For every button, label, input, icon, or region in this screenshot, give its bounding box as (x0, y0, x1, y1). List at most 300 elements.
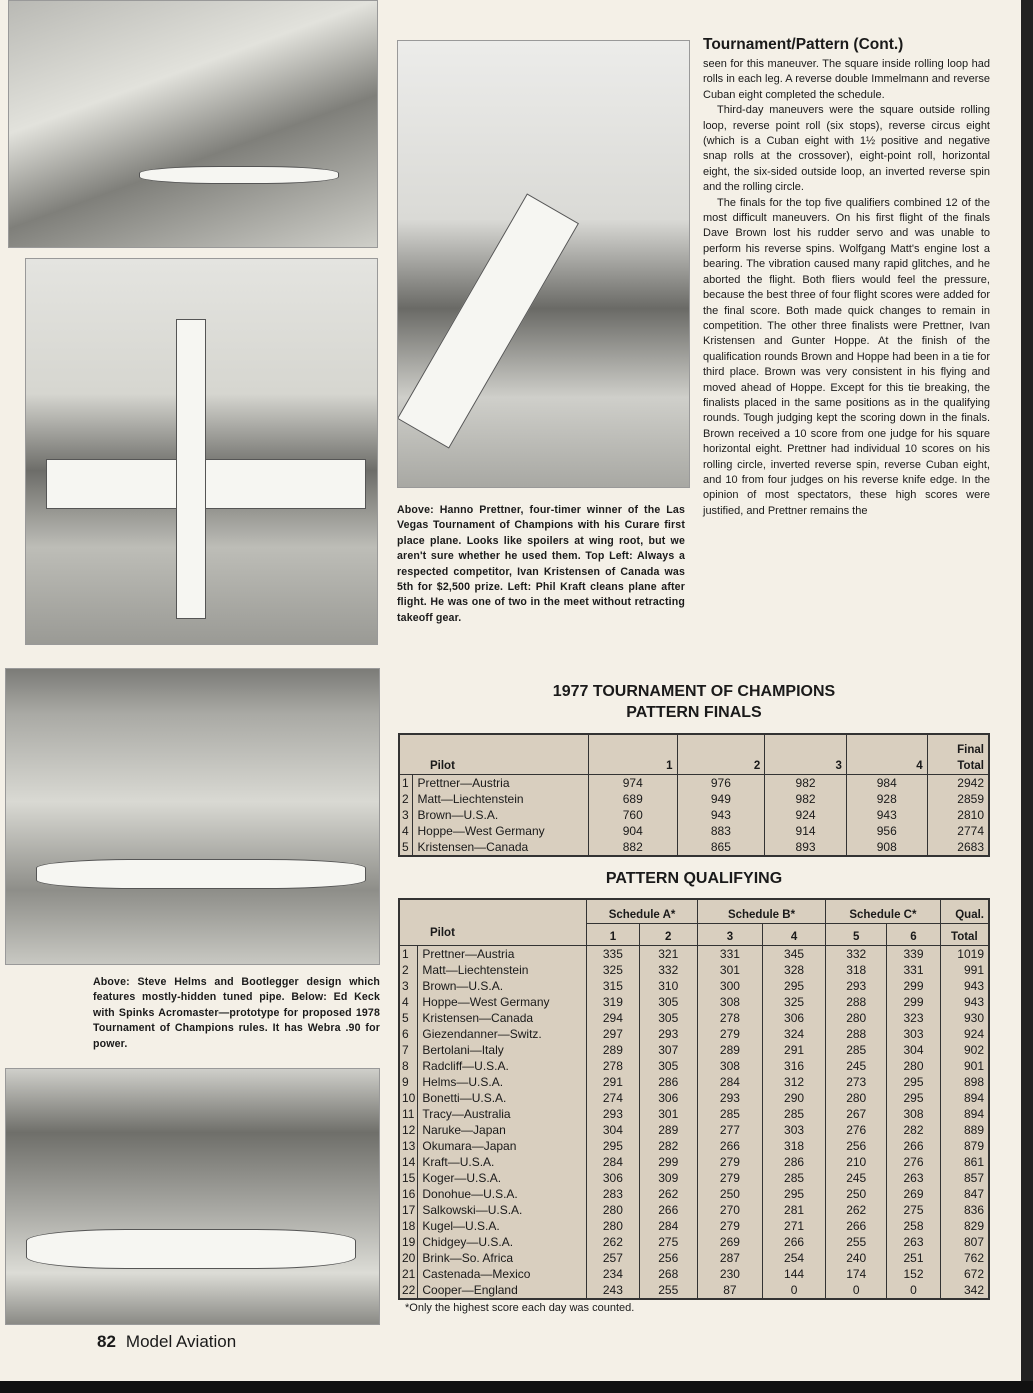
score-cell: 865 (677, 839, 765, 856)
score-cell: 243 (587, 1282, 639, 1299)
score-cell: 289 (587, 1042, 639, 1058)
table-row (399, 1250, 989, 1266)
total-cell: 829 (963, 1218, 984, 1233)
caption-helms-keck: Above: Steve Helms and Bootlegger design which features mostly-hidden tuned pipe. Below: Ed Keck with Spinks Acromaster—prototype for proposed 1978 Tournament of Champions rules. It has Webra .90 for power. (93, 976, 380, 1050)
score-cell: 308 (697, 994, 762, 1010)
score-cell: 256 (826, 1138, 887, 1154)
rank-cell: 18 (399, 1218, 418, 1234)
score-cell: 0 (887, 1282, 940, 1299)
score-cell: 331 (887, 962, 940, 978)
score-cell: 307 (639, 1042, 697, 1058)
total-cell: 894 (963, 1090, 984, 1105)
total-cell: 1019 (957, 946, 984, 961)
score-cell: 258 (887, 1218, 940, 1234)
qualifying-footnote: *Only the highest score each day was counted. (405, 1302, 635, 1314)
page-footer (97, 1332, 236, 1352)
total-cell: 2683 (957, 839, 984, 854)
score-cell: 250 (697, 1186, 762, 1202)
table-row (399, 1266, 989, 1282)
finals-subtitle: PATTERN FINALS (626, 704, 762, 721)
table-row (399, 1282, 989, 1299)
table-row (399, 1186, 989, 1202)
score-cell: 332 (826, 945, 887, 962)
score-cell: 251 (887, 1250, 940, 1266)
score-cell: 308 (887, 1106, 940, 1122)
table-row (399, 978, 989, 994)
rank-cell: 22 (399, 1282, 418, 1299)
score-cell: 318 (826, 962, 887, 978)
pilot-cell: Hoppe—West Germany (418, 994, 587, 1010)
score-cell: 312 (762, 1074, 825, 1090)
photo-keck-acromaster (5, 1068, 380, 1325)
rank-cell: 1 (399, 774, 413, 791)
pilot-cell: Salkowski—U.S.A. (418, 1202, 587, 1218)
score-cell: 280 (587, 1202, 639, 1218)
score-cell: 262 (639, 1186, 697, 1202)
score-cell: 309 (639, 1170, 697, 1186)
header-round-2: 2 (639, 923, 697, 945)
table-row (399, 1122, 989, 1138)
rank-cell: 1 (399, 945, 418, 962)
total-cell: 901 (963, 1058, 984, 1073)
score-cell: 331 (697, 945, 762, 962)
score-cell: 255 (639, 1282, 697, 1299)
score-cell: 286 (762, 1154, 825, 1170)
header-flight-3: 3 (765, 734, 847, 774)
header-round-3: 3 (697, 923, 762, 945)
score-cell: 290 (762, 1090, 825, 1106)
pilot-cell: Kugel—U.S.A. (418, 1218, 587, 1234)
pilot-cell: Kristensen—Canada (413, 839, 588, 856)
finals-table (398, 733, 990, 857)
rank-cell: 14 (399, 1154, 418, 1170)
header-schedule-c: Schedule C* (826, 899, 941, 923)
score-cell: 924 (765, 807, 847, 823)
table-row (399, 774, 989, 791)
score-cell: 287 (697, 1250, 762, 1266)
score-cell: 332 (639, 962, 697, 978)
score-cell: 284 (587, 1154, 639, 1170)
rank-cell: 5 (399, 1010, 418, 1026)
table-row (399, 1026, 989, 1042)
score-cell: 328 (762, 962, 825, 978)
total-cell: 898 (963, 1074, 984, 1089)
score-cell: 301 (697, 962, 762, 978)
score-cell: 275 (639, 1234, 697, 1250)
score-cell: 273 (826, 1074, 887, 1090)
total-cell: 2859 (957, 791, 984, 806)
score-cell: 956 (846, 823, 927, 839)
header-total: Total (957, 759, 984, 772)
score-cell: 266 (826, 1218, 887, 1234)
table-row (399, 1106, 989, 1122)
score-cell: 304 (887, 1042, 940, 1058)
score-cell: 339 (887, 945, 940, 962)
score-cell: 893 (765, 839, 847, 856)
score-cell: 257 (587, 1250, 639, 1266)
score-cell: 300 (697, 978, 762, 994)
rank-cell: 2 (399, 962, 418, 978)
total-cell: 924 (963, 1026, 984, 1041)
pilot-cell: Tracy—Australia (418, 1106, 587, 1122)
score-cell: 270 (697, 1202, 762, 1218)
score-cell: 240 (826, 1250, 887, 1266)
score-cell: 282 (887, 1122, 940, 1138)
score-cell: 278 (697, 1010, 762, 1026)
total-cell: 836 (963, 1202, 984, 1217)
header-total: Total (940, 923, 989, 945)
pilot-cell: Hoppe—West Germany (413, 823, 588, 839)
score-cell: 293 (587, 1106, 639, 1122)
rank-cell: 20 (399, 1250, 418, 1266)
score-cell: 285 (826, 1042, 887, 1058)
score-cell: 152 (887, 1266, 940, 1282)
header-final: Final (957, 743, 984, 756)
header-round-4: 4 (762, 923, 825, 945)
score-cell: 316 (762, 1058, 825, 1074)
score-cell: 234 (587, 1266, 639, 1282)
header-pilot: Pilot (399, 899, 587, 945)
score-cell: 285 (762, 1170, 825, 1186)
score-cell: 306 (587, 1170, 639, 1186)
score-cell: 293 (826, 978, 887, 994)
score-cell: 269 (697, 1234, 762, 1250)
pilot-cell: Bertolani—Italy (418, 1042, 587, 1058)
article-title: Tournament/Pattern (Cont.) (703, 36, 904, 53)
score-cell: 301 (639, 1106, 697, 1122)
rank-cell: 11 (399, 1106, 418, 1122)
total-cell: 2810 (957, 807, 984, 822)
score-cell: 323 (887, 1010, 940, 1026)
header-schedule-b: Schedule B* (697, 899, 825, 923)
pilot-cell: Castenada—Mexico (418, 1266, 587, 1282)
score-cell: 321 (639, 945, 697, 962)
total-cell: 861 (963, 1154, 984, 1169)
pilot-cell: Chidgey—U.S.A. (418, 1234, 587, 1250)
score-cell: 318 (762, 1138, 825, 1154)
rank-cell: 5 (399, 839, 413, 856)
score-cell: 289 (639, 1122, 697, 1138)
table-row (399, 1010, 989, 1026)
score-cell: 303 (762, 1122, 825, 1138)
score-cell: 266 (762, 1234, 825, 1250)
rank-cell: 8 (399, 1058, 418, 1074)
score-cell: 288 (826, 1026, 887, 1042)
score-cell: 254 (762, 1250, 825, 1266)
rank-cell: 4 (399, 994, 418, 1010)
score-cell: 976 (677, 774, 765, 791)
table-row (399, 1154, 989, 1170)
pilot-cell: Naruke—Japan (418, 1122, 587, 1138)
header-flight-2: 2 (677, 734, 765, 774)
total-cell: 847 (963, 1186, 984, 1201)
rank-cell: 21 (399, 1266, 418, 1282)
score-cell: 262 (587, 1234, 639, 1250)
magazine-name: Model Aviation (125, 1332, 237, 1351)
page-number: 82 (97, 1332, 116, 1351)
score-cell: 279 (697, 1026, 762, 1042)
scan-edge-bottom (0, 1381, 1033, 1393)
score-cell: 276 (887, 1154, 940, 1170)
article-paragraph: The finals for the top five qualifiers combined 12 of the most difficult maneuvers. On his first flight of the finals Dave Brown lost his rudder servo and was unable to perform his reverse spins. Wolfgang Matt's engine lost a bearing. The vibration caused many rapid glitches, and he aborted the flight. Both fliers would feel the pressure, because the best three of four flight scores were added for the final score. Both made quick changes to remain in competition. The other three finalists were Prettner, Ivan Kristensen and Gunter Hoppe. At the finish of the qualification rounds Brown and Hoppe had been in a tie for third place. Brown was very consistent in his flying and moved ahead of Hoppe. Except for this tie breaking, the finalists placed in the same positions as in the qualifying rounds. Tough judging kept the scoring down in the finals. Brown received a 10 score from one judge for his square horizontal eight. Prettner had individual 10 scores on his rolling circle, inverted reverse spin, reverse Cuban eight, and 10 from four judges on his reverse knife edge. In the opinion of most spectators, these high scores were justified, and Prettner remains the (703, 196, 990, 517)
photo-prettner-curare (397, 40, 690, 488)
total-cell: 672 (963, 1266, 984, 1281)
score-cell: 303 (887, 1026, 940, 1042)
rank-cell: 17 (399, 1202, 418, 1218)
pilot-cell: Matt—Liechtenstein (418, 962, 587, 978)
header-round-6: 6 (887, 923, 940, 945)
score-cell: 293 (639, 1026, 697, 1042)
score-cell: 276 (826, 1122, 887, 1138)
rank-cell: 4 (399, 823, 413, 839)
photo-kraft-cleaning-plane (25, 258, 378, 645)
header-round-1: 1 (587, 923, 639, 945)
rank-cell: 2 (399, 791, 413, 807)
score-cell: 267 (826, 1106, 887, 1122)
rank-cell: 3 (399, 807, 413, 823)
rank-cell: 9 (399, 1074, 418, 1090)
pilot-cell: Bonetti—U.S.A. (418, 1090, 587, 1106)
score-cell: 305 (639, 994, 697, 1010)
header-qual: Qual. (940, 899, 989, 923)
score-cell: 256 (639, 1250, 697, 1266)
rank-cell: 10 (399, 1090, 418, 1106)
rank-cell: 7 (399, 1042, 418, 1058)
article-paragraph: seen for this maneuver. The square inside rolling loop had rolls in each leg. A reverse double Immelmann and reverse Cuban eight completed the schedule. (703, 58, 990, 101)
score-cell: 299 (887, 978, 940, 994)
score-cell: 325 (587, 962, 639, 978)
score-cell: 250 (826, 1186, 887, 1202)
score-cell: 286 (639, 1074, 697, 1090)
table-row (399, 839, 989, 856)
rank-cell: 16 (399, 1186, 418, 1202)
table-row (399, 1138, 989, 1154)
score-cell: 306 (639, 1090, 697, 1106)
score-cell: 289 (697, 1042, 762, 1058)
score-cell: 0 (762, 1282, 825, 1299)
score-cell: 87 (697, 1282, 762, 1299)
score-cell: 291 (762, 1042, 825, 1058)
table-row (399, 823, 989, 839)
score-cell: 315 (587, 978, 639, 994)
score-cell: 943 (677, 807, 765, 823)
total-cell: 857 (963, 1170, 984, 1185)
score-cell: 174 (826, 1266, 887, 1282)
score-cell: 283 (587, 1186, 639, 1202)
pilot-cell: Kraft—U.S.A. (418, 1154, 587, 1170)
score-cell: 883 (677, 823, 765, 839)
table-row (399, 962, 989, 978)
total-cell: 879 (963, 1138, 984, 1153)
score-cell: 689 (588, 791, 677, 807)
header-flight-1: 1 (588, 734, 677, 774)
article-column (703, 36, 990, 519)
pilot-cell: Brown—U.S.A. (418, 978, 587, 994)
score-cell: 210 (826, 1154, 887, 1170)
score-cell: 280 (587, 1218, 639, 1234)
score-cell: 245 (826, 1170, 887, 1186)
table-row (399, 1074, 989, 1090)
pilot-cell: Brown—U.S.A. (413, 807, 588, 823)
score-cell: 255 (826, 1234, 887, 1250)
score-cell: 285 (697, 1106, 762, 1122)
total-cell: 943 (963, 978, 984, 993)
score-cell: 288 (826, 994, 887, 1010)
score-cell: 982 (765, 774, 847, 791)
score-cell: 278 (587, 1058, 639, 1074)
total-cell: 943 (963, 994, 984, 1009)
score-cell: 324 (762, 1026, 825, 1042)
score-cell: 299 (887, 994, 940, 1010)
score-cell: 279 (697, 1170, 762, 1186)
score-cell: 271 (762, 1218, 825, 1234)
score-cell: 949 (677, 791, 765, 807)
score-cell: 266 (639, 1202, 697, 1218)
score-cell: 295 (762, 1186, 825, 1202)
score-cell: 295 (587, 1138, 639, 1154)
score-cell: 760 (588, 807, 677, 823)
score-cell: 281 (762, 1202, 825, 1218)
score-cell: 974 (588, 774, 677, 791)
score-cell: 279 (697, 1154, 762, 1170)
score-cell: 982 (765, 791, 847, 807)
total-cell: 902 (963, 1042, 984, 1057)
table-row (399, 1234, 989, 1250)
score-cell: 263 (887, 1234, 940, 1250)
score-cell: 274 (587, 1090, 639, 1106)
total-cell: 2942 (957, 775, 984, 790)
scan-edge-right (1021, 0, 1033, 1393)
score-cell: 263 (887, 1170, 940, 1186)
score-cell: 345 (762, 945, 825, 962)
score-cell: 305 (639, 1010, 697, 1026)
score-cell: 275 (887, 1202, 940, 1218)
score-cell: 262 (826, 1202, 887, 1218)
score-cell: 984 (846, 774, 927, 791)
score-cell: 277 (697, 1122, 762, 1138)
score-cell: 914 (765, 823, 847, 839)
pilot-cell: Cooper—England (418, 1282, 587, 1299)
caption-prettner: Above: Hanno Prettner, four-timer winner of the Las Vegas Tournament of Champions with his Curare first place plane. Looks like spoilers at wing root, but we aren't sure whether he used them. Top Left: Always a respected competitor, Ivan Kristensen of Canada was 5th for $2,500 prize. Left: Phil Kraft cleans plane after flight. He was one of two in the meet without retracting takeoff gear. (397, 504, 685, 624)
total-cell: 894 (963, 1106, 984, 1121)
total-cell: 342 (963, 1282, 984, 1297)
table-row (399, 1202, 989, 1218)
total-cell: 2774 (957, 823, 984, 838)
rank-cell: 13 (399, 1138, 418, 1154)
score-cell: 284 (639, 1218, 697, 1234)
article-paragraph: Third-day maneuvers were the square outside rolling loop, reverse point roll (six stops), reverse circus eight (which is a Cuban eight with 1½ positive and negative snap rolls at the crossover), eight-point roll, horizontal eight, the six-sided outside loop, an inverted reverse spin and the rolling circle. (703, 104, 990, 194)
score-cell: 230 (697, 1266, 762, 1282)
score-cell: 285 (762, 1106, 825, 1122)
pilot-cell: Helms—U.S.A. (418, 1074, 587, 1090)
score-cell: 297 (587, 1026, 639, 1042)
pilot-cell: Matt—Liechtenstein (413, 791, 588, 807)
table-row (399, 807, 989, 823)
header-flight-4: 4 (846, 734, 927, 774)
rank-cell: 6 (399, 1026, 418, 1042)
score-cell: 943 (846, 807, 927, 823)
total-cell: 991 (963, 962, 984, 977)
total-cell: 889 (963, 1122, 984, 1137)
rank-cell: 19 (399, 1234, 418, 1250)
score-cell: 295 (887, 1074, 940, 1090)
score-cell: 904 (588, 823, 677, 839)
score-cell: 291 (587, 1074, 639, 1090)
score-cell: 335 (587, 945, 639, 962)
score-cell: 282 (639, 1138, 697, 1154)
score-cell: 284 (697, 1074, 762, 1090)
header-schedule-a: Schedule A* (587, 899, 698, 923)
score-cell: 325 (762, 994, 825, 1010)
score-cell: 0 (826, 1282, 887, 1299)
score-cell: 280 (887, 1058, 940, 1074)
score-cell: 268 (639, 1266, 697, 1282)
score-cell: 310 (639, 978, 697, 994)
score-cell: 266 (887, 1138, 940, 1154)
score-cell: 304 (587, 1122, 639, 1138)
finals-title: 1977 TOURNAMENT OF CHAMPIONS (552, 683, 836, 700)
total-cell: 930 (963, 1010, 984, 1025)
score-cell: 280 (826, 1090, 887, 1106)
score-cell: 269 (887, 1186, 940, 1202)
score-cell: 144 (762, 1266, 825, 1282)
pilot-cell: Giezendanner—Switz. (418, 1026, 587, 1042)
table-row (399, 1170, 989, 1186)
table-row (399, 791, 989, 807)
score-cell: 306 (762, 1010, 825, 1026)
table-row (399, 1218, 989, 1234)
score-cell: 245 (826, 1058, 887, 1074)
total-cell: 807 (963, 1234, 984, 1249)
score-cell: 882 (588, 839, 677, 856)
score-cell: 305 (639, 1058, 697, 1074)
score-cell: 293 (697, 1090, 762, 1106)
table-row (399, 994, 989, 1010)
score-cell: 299 (639, 1154, 697, 1170)
total-cell: 762 (963, 1250, 984, 1265)
score-cell: 308 (697, 1058, 762, 1074)
score-cell: 279 (697, 1218, 762, 1234)
score-cell: 294 (587, 1010, 639, 1026)
pilot-cell: Donohue—U.S.A. (418, 1186, 587, 1202)
pilot-cell: Kristensen—Canada (418, 1010, 587, 1026)
rank-cell: 15 (399, 1170, 418, 1186)
table-row (399, 1090, 989, 1106)
score-cell: 295 (887, 1090, 940, 1106)
score-cell: 319 (587, 994, 639, 1010)
table-row (399, 1042, 989, 1058)
table-row (399, 945, 989, 962)
score-cell: 280 (826, 1010, 887, 1026)
pilot-cell: Prettner—Austria (418, 945, 587, 962)
header-round-5: 5 (826, 923, 887, 945)
pilot-cell: Koger—U.S.A. (418, 1170, 587, 1186)
score-cell: 928 (846, 791, 927, 807)
header-pilot: Pilot (399, 734, 588, 774)
score-cell: 266 (697, 1138, 762, 1154)
score-cell: 295 (762, 978, 825, 994)
rank-cell: 12 (399, 1122, 418, 1138)
score-cell: 908 (846, 839, 927, 856)
rank-cell: 3 (399, 978, 418, 994)
table-row (399, 1058, 989, 1074)
pilot-cell: Brink—So. Africa (418, 1250, 587, 1266)
qualifying-title: PATTERN QUALIFYING (605, 870, 783, 887)
pilot-cell: Radcliff—U.S.A. (418, 1058, 587, 1074)
photo-helms-bootlegger (5, 668, 380, 965)
qualifying-table (398, 898, 990, 1300)
pilot-cell: Okumara—Japan (418, 1138, 587, 1154)
